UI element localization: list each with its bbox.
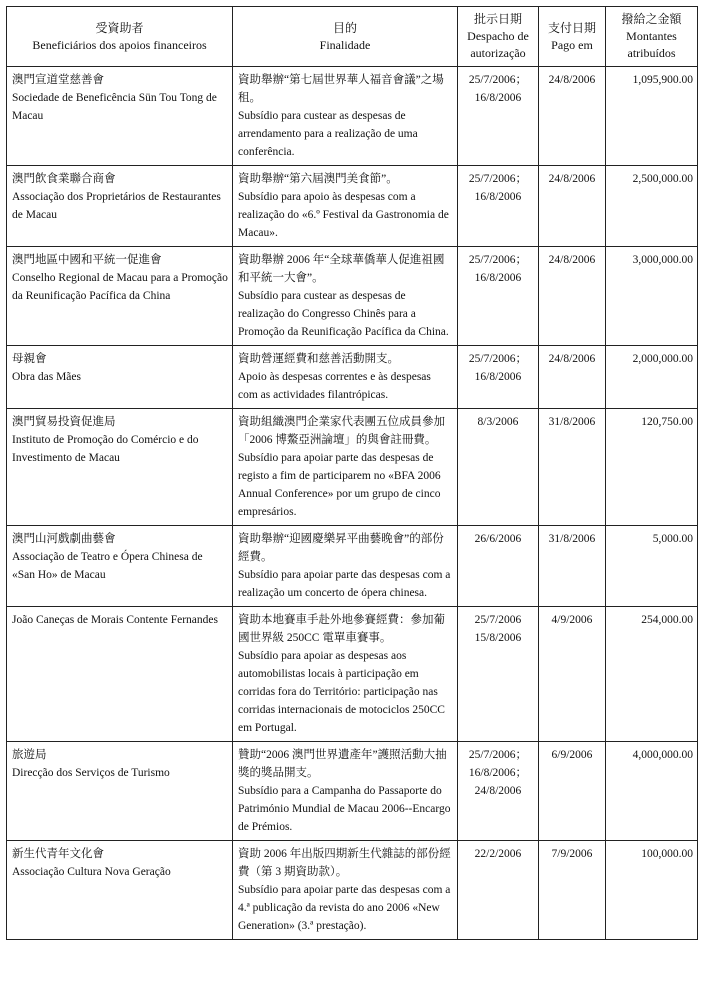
authorization-date-cell: 25/7/2006 15/8/2006 (458, 607, 539, 742)
beneficiary-cell (7, 607, 233, 742)
beneficiary-cell (7, 742, 233, 841)
beneficiary-cell (7, 409, 233, 526)
table-row (7, 742, 698, 841)
header-paid (539, 7, 606, 67)
table-row (7, 346, 698, 409)
amount-cell: 120,750.00 (606, 409, 698, 526)
purpose-zh: 贊助“2006 澳門世界遺產年”護照活動大抽獎的獎品開支。 (238, 749, 447, 779)
beneficiary-zh: 新生代青年文化會 (12, 848, 104, 860)
header-purpose (233, 7, 458, 67)
purpose-pt: Subsídio para custear as despesas de arrendamento para a realização de uma conferência. (238, 110, 418, 158)
header-authorization (458, 7, 539, 67)
amount-cell: 2,500,000.00 (606, 166, 698, 247)
purpose-cell (233, 607, 458, 742)
beneficiary-pt: Associação dos Proprietários de Restaurantes de Macau (12, 191, 221, 221)
paid-date-cell: 31/8/2006 (539, 526, 606, 607)
purpose-pt: Subsídio para apoiar parte das despesas com a realização um concerto de ópera chinesa. (238, 569, 451, 599)
table-row (7, 526, 698, 607)
paid-date-cell: 24/8/2006 (539, 67, 606, 166)
beneficiary-zh: 澳門地區中國和平統一促進會 (12, 254, 162, 266)
beneficiary-cell (7, 67, 233, 166)
authorization-date-cell: 25/7/2006；16/8/2006 (458, 247, 539, 346)
amount-cell: 100,000.00 (606, 841, 698, 940)
paid-date-cell: 24/8/2006 (539, 166, 606, 247)
beneficiary-pt: Obra das Mães (12, 371, 81, 383)
amount-cell: 5,000.00 (606, 526, 698, 607)
table-row (7, 841, 698, 940)
beneficiary-cell (7, 526, 233, 607)
authorization-date-cell: 25/7/2006；16/8/2006 (458, 67, 539, 166)
beneficiary-zh: 澳門飲食業聯合商會 (12, 173, 116, 185)
paid-date-cell: 4/9/2006 (539, 607, 606, 742)
beneficiary-zh: 澳門貿易投資促進局 (12, 416, 116, 428)
purpose-cell (233, 67, 458, 166)
header-amount (606, 7, 698, 67)
beneficiary-pt: Sociedade de Beneficência Sün Tou Tong de Macau (12, 92, 217, 122)
authorization-date-cell: 25/7/2006；16/8/2006；24/8/2006 (458, 742, 539, 841)
authorization-date-cell: 25/7/2006；16/8/2006 (458, 346, 539, 409)
header-amount-pt: Montantes atribuídos (626, 29, 677, 60)
purpose-cell (233, 526, 458, 607)
beneficiary-pt: Associação de Teatro e Ópera Chinesa de «San Ho» de Macau (12, 551, 203, 581)
paid-date-cell: 31/8/2006 (539, 409, 606, 526)
amount-cell: 3,000,000.00 (606, 247, 698, 346)
amount-cell: 4,000,000.00 (606, 742, 698, 841)
beneficiary-zh: 澳門宣道堂慈善會 (12, 74, 104, 86)
amount-cell: 2,000,000.00 (606, 346, 698, 409)
authorization-date-cell: 25/7/2006；16/8/2006 (458, 166, 539, 247)
purpose-zh: 資助舉辦“第六屆澳門美食節”。 (238, 173, 398, 185)
table-row (7, 409, 698, 526)
purpose-zh: 資助本地賽車手赴外地參賽經費：參加葡國世界級 250CC 電單車賽事。 (238, 614, 445, 644)
purpose-pt: Subsídio para apoio às despesas com a realização do «6.º Festival da Gastronomia de Macau». (238, 191, 449, 239)
purpose-cell (233, 166, 458, 247)
header-beneficiary-zh: 受資助者 (95, 20, 144, 35)
paid-date-cell: 24/8/2006 (539, 346, 606, 409)
purpose-zh: 資助舉辦“第七屆世界華人福音會議”之場租。 (238, 74, 444, 104)
beneficiary-cell (7, 166, 233, 247)
beneficiary-cell (7, 247, 233, 346)
purpose-zh: 資助舉辦“迎國慶樂昇平曲藝晚會”的部份經費。 (238, 533, 444, 563)
header-purpose-pt: Finalidade (319, 37, 371, 52)
subsidy-table (6, 6, 698, 940)
paid-date-cell: 7/9/2006 (539, 841, 606, 940)
header-auth-zh: 批示日期 (473, 12, 522, 26)
purpose-cell (233, 742, 458, 841)
table-row (7, 247, 698, 346)
purpose-zh: 資助組織澳門企業家代表團五位成員參加「2006 博鰲亞洲論壇」的與會註冊費。 (238, 416, 445, 446)
beneficiary-pt: Associação Cultura Nova Geração (12, 866, 171, 878)
purpose-pt: Subsídio para a Campanha do Passaporte do Património Mundial de Macau 2006--Encargo de Prémios. (238, 785, 451, 833)
purpose-pt: Subsídio para apoiar parte das despesas de registo a fim de participarem no «BFA 2006 Annual Conference» por um grupo de cinco empresários. (238, 452, 441, 518)
beneficiary-pt: Direcção dos Serviços de Turismo (12, 767, 170, 779)
beneficiary-cell (7, 346, 233, 409)
purpose-cell (233, 346, 458, 409)
purpose-cell (233, 247, 458, 346)
paid-date-cell: 24/8/2006 (539, 247, 606, 346)
table-row (7, 607, 698, 742)
purpose-zh: 資助營運經費和慈善活動開支。 (238, 353, 399, 365)
paid-date-cell: 6/9/2006 (539, 742, 606, 841)
beneficiary-zh: 澳門山河戲劇曲藝會 (12, 533, 116, 545)
purpose-cell (233, 841, 458, 940)
authorization-date-cell: 26/6/2006 (458, 526, 539, 607)
beneficiary-zh: 旅遊局 (12, 749, 47, 761)
beneficiary-pt: Instituto de Promoção do Comércio e do Investimento de Macau (12, 434, 199, 464)
header-amount-zh: 撥給之金額 (621, 12, 682, 26)
purpose-zh: 資助 2006 年出版四期新生代雜誌的部份經費（第 3 期資助款）。 (238, 848, 451, 878)
authorization-date-cell: 22/2/2006 (458, 841, 539, 940)
beneficiary-pt: João Caneças de Morais Contente Fernandes (12, 614, 218, 626)
purpose-pt: Subsídio para apoiar parte das despesas com a 4.ª publicação da revista do ano 2006 «New Generation» (3.ª prestação). (238, 884, 451, 932)
header-paid-zh: 支付日期 (547, 20, 596, 35)
purpose-pt: Apoio às despesas correntes e às despesas com as actividades filantrópicas. (238, 371, 431, 401)
header-purpose-zh: 目的 (332, 20, 357, 35)
header-paid-pt: Pago em (551, 37, 593, 52)
purpose-zh: 資助舉辦 2006 年“全球華僑華人促進祖國和平統一大會”。 (238, 254, 445, 284)
amount-cell: 254,000.00 (606, 607, 698, 742)
table-header-row (7, 7, 698, 67)
authorization-date-cell: 8/3/2006 (458, 409, 539, 526)
table-row (7, 67, 698, 166)
beneficiary-pt: Conselho Regional de Macau para a Promoção da Reunificação Pacífica da China (12, 272, 228, 302)
beneficiary-cell (7, 841, 233, 940)
beneficiary-zh: 母親會 (12, 353, 47, 365)
header-beneficiary (7, 7, 233, 67)
table-row (7, 166, 698, 247)
amount-cell: 1,095,900.00 (606, 67, 698, 166)
purpose-pt: Subsídio para custear as despesas de realização do Congresso Chinês para a Promoção da Reunificação Pacífica da China. (238, 290, 449, 338)
header-auth-pt: Despacho de autorização (467, 29, 529, 60)
header-beneficiary-pt: Beneficiários dos apoios financeiros (32, 37, 207, 52)
purpose-pt: Subsídio para apoiar as despesas aos automobilistas locais à participação em corridas fora do Território: participação nas corridas internacionais de motociclos 250CC em Portugal. (238, 650, 445, 734)
purpose-cell (233, 409, 458, 526)
